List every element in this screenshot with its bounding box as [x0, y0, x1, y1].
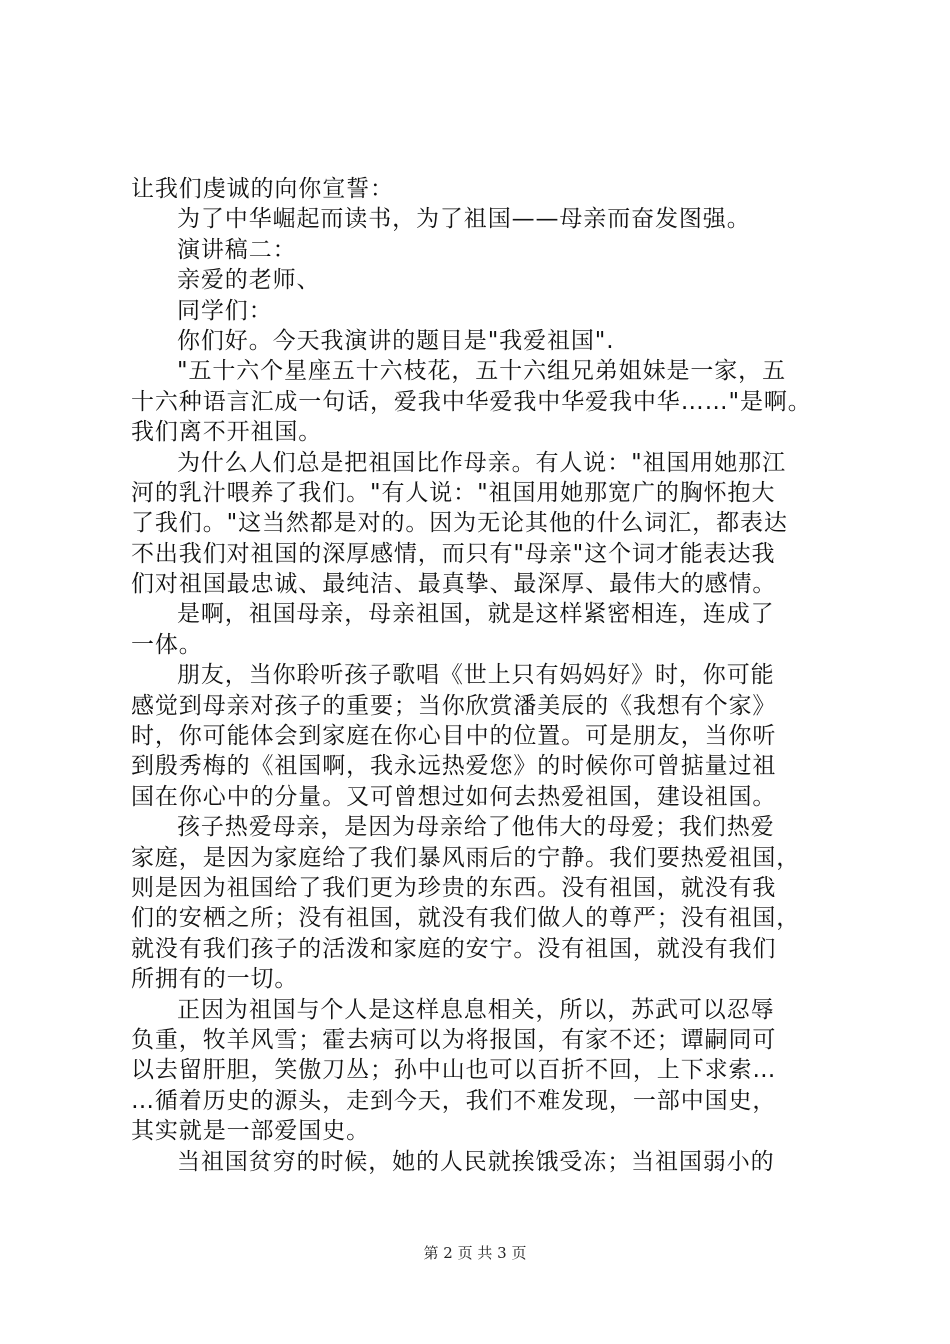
text-line: 河的乳汁喂养了我们。"有人说："祖国用她那宽广的胸怀抱大 [131, 479, 776, 506]
text-line: 们的安栖之所；没有祖国，就没有我们做人的尊严；没有祖国， [131, 905, 801, 932]
text-line: 了我们。"这当然都是对的。因为无论其他的什么词汇，都表达 [131, 510, 788, 537]
text-line: 演讲稿二： [177, 236, 297, 263]
text-line: 时，你可能体会到家庭在你心目中的位置。可是朋友，当你听 [131, 723, 777, 750]
text-line: 则是因为祖国给了我们更为珍贵的东西。没有祖国，就没有我 [131, 874, 777, 901]
text-line: 当祖国贫穷的时候，她的人民就挨饿受冻；当祖国弱小的 [177, 1148, 775, 1175]
text-line: 为什么人们总是把祖国比作母亲。有人说："祖国用她那江 [177, 449, 786, 476]
text-line: 为了中华崛起而读书，为了祖国——母亲而奋发图强。 [177, 206, 751, 233]
text-line: 家庭，是因为家庭给了我们暴风雨后的宁静。我们要热爱祖国， [131, 844, 801, 871]
text-line: 朋友，当你聆听孩子歌唱《世上只有妈妈好》时，你可能 [177, 662, 775, 689]
text-line: 不出我们对祖国的深厚感情，而只有"母亲"这个词才能表达我 [131, 540, 776, 567]
text-line: 其实就是一部爱国史。 [131, 1118, 370, 1145]
text-line: 让我们虔诚的向你宣誓： [131, 176, 394, 202]
text-line: 我们离不开祖国。 [131, 419, 323, 446]
text-line: 所拥有的一切。 [131, 966, 299, 993]
text-line: 亲爱的老师、 [177, 267, 321, 294]
text-line: "五十六个星座五十六枝花，五十六组兄弟姐妹是一家，五 [177, 358, 786, 385]
document-body [131, 174, 831, 1177]
text-line: 孩子热爱母亲，是因为母亲给了他伟大的母爱；我们热爱 [177, 814, 775, 841]
text-line: 你们好。今天我演讲的题目是"我爱祖国". [177, 327, 615, 354]
text-line: 一体。 [131, 631, 203, 658]
text-line: 以去留肝胆，笑傲刀丛；孙中山也可以百折不回，上下求索… [131, 1057, 777, 1084]
text-line: 就没有我们孩子的活泼和家庭的安宁。没有祖国，就没有我们 [131, 935, 777, 962]
text-line: …循着历史的源头，走到今天，我们不难发现，一部中国史， [131, 1087, 777, 1114]
text-line: 感觉到母亲对孩子的重要；当你欣赏潘美辰的《我想有个家》 [131, 692, 777, 719]
text-line: 同学们： [177, 297, 273, 324]
text-line: 国在你心中的分量。又可曾想过如何去热爱祖国，建设祖国。 [131, 783, 777, 810]
text-line: 十六种语言汇成一句话，爱我中华爱我中华爱我中华……"是啊。 [131, 388, 812, 415]
text-line: 负重，牧羊风雪；霍去病可以为将报国，有家不还；谭嗣同可 [131, 1026, 777, 1053]
text-line: 正因为祖国与个人是这样息息相关，所以，苏武可以忍辱 [177, 996, 775, 1023]
text-line: 是啊，祖国母亲，母亲祖国，就是这样紧密相连，连成了 [177, 601, 775, 628]
page-footer: 第 2 页 共 3 页 [423, 1244, 527, 1262]
text-line: 到殷秀梅的《祖国啊，我永远热爱您》的时候你可曾掂量过祖 [131, 753, 777, 780]
text-line: 们对祖国最忠诚、最纯洁、最真挚、最深厚、最伟大的感情。 [131, 571, 777, 598]
